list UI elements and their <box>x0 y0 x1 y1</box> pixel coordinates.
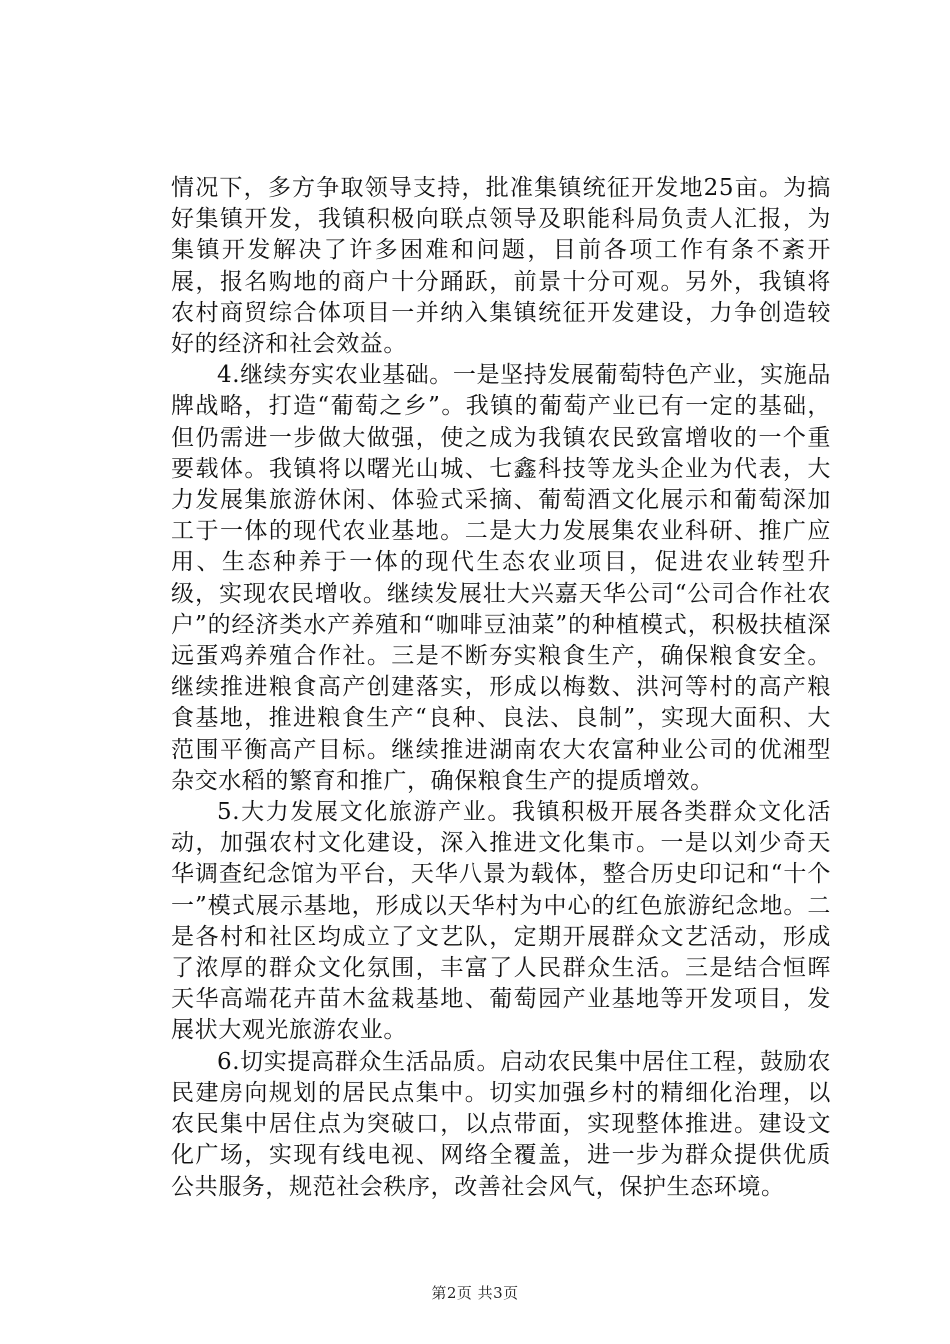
paragraph-culture-tourism: 5.大力发展文化旅游产业。我镇积极开展各类群众文化活动，加强农村文化建设，深入推进文化集市。一是以刘少奇天华调查纪念馆为平台，天华八景为载体，整合历史印记和“十个一”模式展示基地，形成以天华村为中心的红色旅游纪念地。二是各村和社区均成立了文艺队，定期开展群众文艺活动，形成了浓厚的群众文化氛围，丰富了人民群众生活。三是结合恒晖天华高端花卉苗木盆栽基地、葡萄园产业基地等开发项目，发展状大观光旅游农业。 <box>171 799 831 1044</box>
paragraph-living-quality: 6.切实提高群众生活品质。启动农民集中居住工程，鼓励农民建房向规划的居民点集中。切实加强乡村的精细化治理，以农民集中居住点为突破口，以点带面，实现整体推进。建设文化广场，实现有线电视、网络全覆盖，进一步为群众提供优质公共服务，规范社会秩序，改善社会风气，保护生态环境。 <box>171 1048 831 1200</box>
paragraph-agriculture: 4.继续夯实农业基础。一是坚持发展葡萄特色产业，实施品牌战略，打造“葡萄之乡”。我镇的葡萄产业已有一定的基础，但仍需进一步做大做强，使之成为我镇农民致富增收的一个重要载体。我镇将以曙光山城、七鑫科技等龙头企业为代表，大力发展集旅游休闲、体验式采摘、葡萄酒文化展示和葡萄深加工于一体的现代农业基地。二是大力发展集农业科研、推广应用、生态种养于一体的现代生态农业项目，促进农业转型升级，实现农民增收。继续发展壮大兴嘉天华公司“公司合作社农户”的经济类水产养殖和“咖啡豆油菜”的种植模式，积极扶植深远蛋鸡养殖合作社。三是不断夯实粮食生产，确保粮食安全。继续推进粮食高产创建落实，形成以梅数、洪河等村的高产粮食基地，推进粮食生产“良种、良法、良制”，实现大面积、大范围平衡高产目标。继续推进湖南农大农富种业公司的优湘型杂交水稻的繁育和推广，确保粮食生产的提质增效。 <box>171 362 831 794</box>
paragraph-continuation: 情况下，多方争取领导支持，批准集镇统征开发地25亩。为搞好集镇开发，我镇积极向联点领导及职能科局负责人汇报，为集镇开发解决了许多困难和问题，目前各项工作有条不紊开展，报名购地的商户十分踊跃，前景十分可观。另外，我镇将农村商贸综合体项目一并纳入集镇统征开发建设，力争创造较好的经济和社会效益。 <box>171 175 831 358</box>
document-body <box>171 173 831 1203</box>
page-footer: 第2页 共3页 <box>431 1284 519 1302</box>
